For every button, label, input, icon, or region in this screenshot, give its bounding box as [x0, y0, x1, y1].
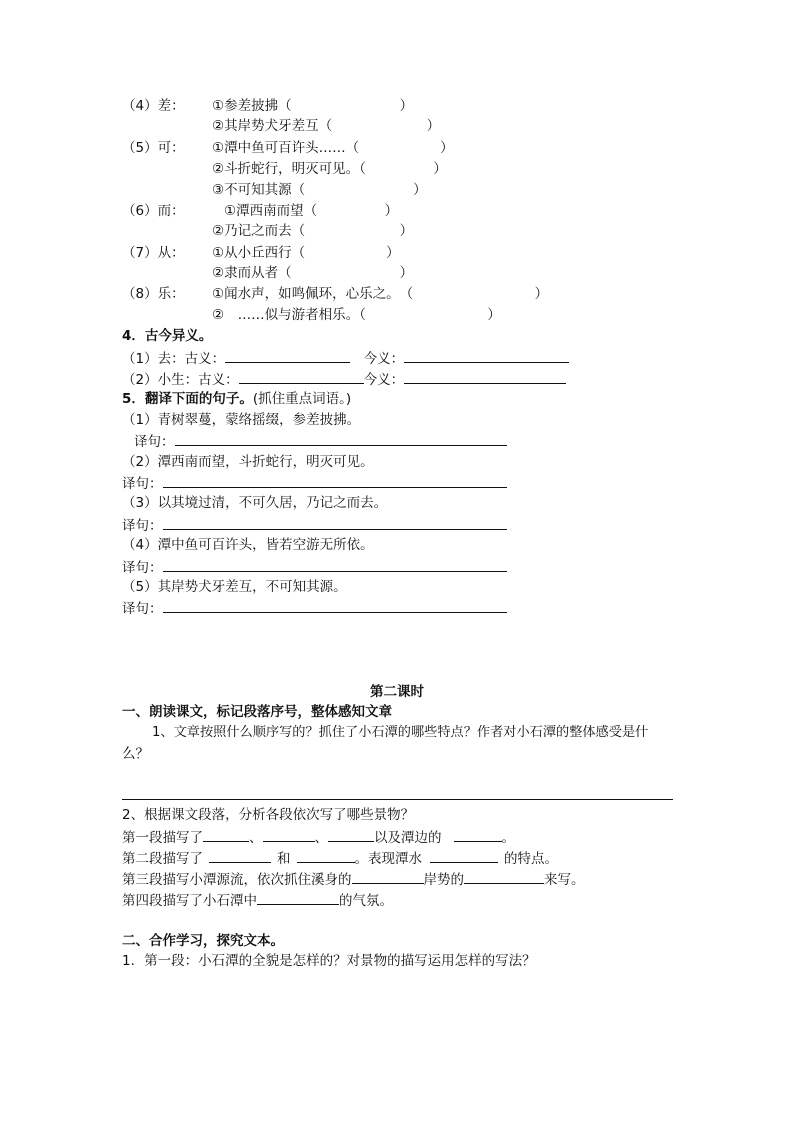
translate-label: 译句：	[134, 434, 175, 450]
answer-blank[interactable]	[297, 848, 355, 863]
item-label-cong: （7）从：	[122, 245, 185, 261]
translation-row	[122, 473, 507, 493]
entry: ②隶而从者（ ）	[212, 265, 414, 281]
answer-blank[interactable]	[163, 473, 507, 488]
answer-blank[interactable]	[328, 827, 374, 842]
part-heading: 一、朗读课文，标记段落序号，整体感知文章	[122, 704, 392, 720]
para-fill-row	[122, 890, 393, 910]
answer-blank[interactable]	[404, 348, 569, 363]
fill-text: 、	[249, 830, 263, 846]
entry: ①从小丘西行（ ）	[212, 245, 400, 261]
item-label-cha: （4）差：	[122, 98, 185, 114]
fill-text: 来写。	[544, 872, 585, 888]
answer-blank[interactable]	[239, 369, 364, 384]
answer-blank[interactable]	[257, 890, 339, 905]
fill-text: 、	[314, 830, 328, 846]
section-heading: 4．古今异义。	[122, 328, 213, 344]
answer-blank[interactable]	[163, 515, 507, 530]
answer-blank[interactable]	[203, 827, 249, 842]
item-label-er: （6）而：	[122, 203, 185, 219]
translation-row	[122, 598, 507, 618]
fill-text: 的气氛。	[339, 893, 393, 909]
fill-text: 第一段描写了	[122, 830, 203, 846]
lesson-title: 第二课时	[370, 684, 424, 700]
modern-label: 今义：	[350, 351, 405, 367]
part-heading: 二、合作学习，探究文本。	[122, 933, 284, 949]
answer-blank[interactable]	[163, 598, 507, 613]
translation-row	[134, 431, 507, 451]
fill-text: 以及潭边的	[374, 830, 442, 846]
fill-text: 第三段描写小潭源流，依次抓住溪身的	[122, 872, 352, 888]
para-fill-row	[122, 869, 585, 889]
answer-blank[interactable]	[454, 827, 502, 842]
fill-text: 第二段描写了	[122, 851, 203, 867]
answer-blank[interactable]	[352, 869, 424, 884]
meaning-row	[122, 348, 569, 368]
item-label-le: （8）乐：	[122, 286, 185, 302]
question-cont: 么？	[122, 746, 149, 762]
fill-text: 第四段描写了小石潭中	[122, 893, 257, 909]
answer-blank[interactable]	[404, 369, 566, 384]
sentence: （4）潭中鱼可百许头，皆若空游无所依。	[122, 537, 374, 553]
entry: ①潭西南而望（ ）	[224, 203, 399, 219]
sentence: （1）青树翠蔓，蒙络摇缀，参差披拂。	[122, 412, 361, 428]
heading-note: (抓住重点词语。)	[252, 391, 352, 407]
translate-label: 译句：	[122, 601, 163, 617]
fill-text: 。表现潭水	[354, 851, 422, 867]
translation-row	[122, 557, 507, 577]
word-label: （2）小生：古义：	[122, 372, 239, 388]
sentence: （5）其岸势犬牙差互，不可知其源。	[122, 579, 347, 595]
answer-blank[interactable]	[464, 869, 544, 884]
translation-row	[122, 515, 507, 535]
entry: ②其岸势犬牙差互（ ）	[212, 118, 441, 134]
heading-text: 5．翻译下面的句子。	[122, 391, 253, 407]
meaning-row	[122, 369, 566, 389]
question: 2、根据课文段落，分析各段依次写了哪些景物？	[122, 807, 415, 823]
fill-text: 和	[277, 851, 291, 867]
section-heading	[122, 390, 351, 408]
answer-blank[interactable]	[263, 827, 315, 842]
question: 1、文章按照什么顺序写的？抓住了小石潭的哪些特点？作者对小石潭的整体感受是什	[152, 725, 649, 740]
entry: ②斗折蛇行，明灭可见。（ ）	[212, 161, 447, 177]
entry: ①闻水声，如鸣佩环，心乐之。 （ ）	[212, 286, 549, 302]
entry: ①参差披拂（ ）	[212, 98, 414, 114]
word-label: （1）去：古义：	[122, 351, 226, 367]
sentence: （2）潭西南而望，斗折蛇行，明灭可见。	[122, 454, 374, 470]
translate-label: 译句：	[122, 560, 163, 576]
para-fill-row	[122, 848, 558, 868]
modern-label: 今义：	[363, 372, 405, 388]
item-label-ke: （5）可：	[122, 140, 185, 156]
question: 1．第一段：小石潭的全貌是怎样的？对景物的描写运用怎样的写法？	[122, 953, 536, 969]
fill-text: 。	[501, 830, 515, 846]
answer-line[interactable]	[122, 799, 673, 800]
answer-blank[interactable]	[175, 431, 507, 446]
fill-text: 岸势的	[423, 872, 464, 888]
answer-blank[interactable]	[209, 848, 271, 863]
entry: ②乃记之而去（ ）	[212, 223, 414, 239]
answer-blank[interactable]	[225, 348, 350, 363]
entry: ①潭中鱼可百许头……（ ）	[212, 140, 454, 156]
translate-label: 译句：	[122, 476, 163, 492]
para-fill-row	[122, 827, 515, 847]
translate-label: 译句：	[122, 518, 163, 534]
answer-blank[interactable]	[430, 848, 498, 863]
sentence: （3）以其境过清，不可久居，乃记之而去。	[122, 495, 388, 511]
fill-text: 的特点。	[504, 851, 558, 867]
entry: ② ……似与游者相乐。（ ）	[212, 307, 501, 323]
entry: ③不可知其源（ ）	[212, 182, 427, 198]
answer-blank[interactable]	[163, 557, 507, 572]
